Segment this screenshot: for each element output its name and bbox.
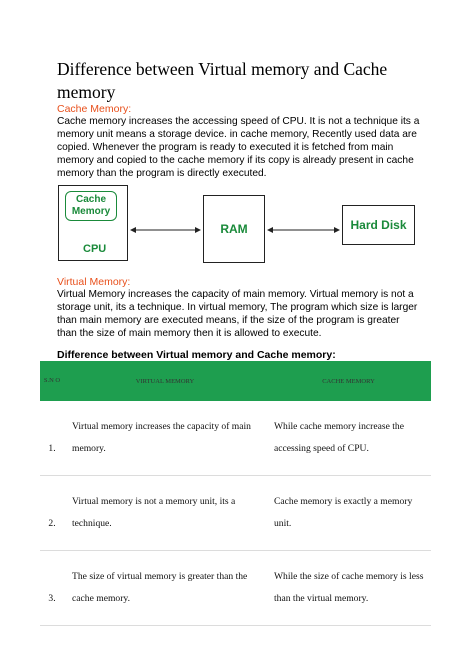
virtual-memory-heading: Virtual Memory: xyxy=(57,276,131,288)
virtual-memory-cell: Virtual memory is not a memory unit, its a technique. xyxy=(64,476,266,551)
page-title: Difference between Virtual memory and Cache memory xyxy=(57,59,388,102)
virtual-memory-cell: Virtual memory increases the capacity of main memory. xyxy=(64,401,266,476)
hard-disk-box: Hard Disk xyxy=(342,205,415,245)
row-number: 1. xyxy=(40,401,64,476)
header-virtual-memory: VIRTUAL MEMORY xyxy=(64,361,266,401)
memory-diagram xyxy=(57,183,427,263)
table-row xyxy=(40,476,431,551)
table-row xyxy=(40,551,431,626)
row-number: 2. xyxy=(40,476,64,551)
cache-memory-heading: Cache Memory: xyxy=(57,103,132,115)
virtual-memory-section xyxy=(57,276,422,340)
cache-memory-box: Cache Memory xyxy=(65,191,117,221)
header-sno: S.N O xyxy=(40,361,64,401)
table-row xyxy=(40,401,431,476)
cache-memory-cell: Cache memory is exactly a memory unit. xyxy=(266,476,431,551)
virtual-memory-cell: The size of virtual memory is greater than the cache memory. xyxy=(64,551,266,626)
cache-memory-cell: While the size of cache memory is less than the virtual memory. xyxy=(266,551,431,626)
row-number: 3. xyxy=(40,551,64,626)
cache-memory-paragraph: Cache memory increases the accessing speed of CPU. It is not a technique its a memory unit means a storage device. in cache memory, Recently used data are copied. Whenever the program is ready to executed it is fetched from main memory and copied to the cache memory if its copy is already present in cache memory than the program is directly executed. xyxy=(57,116,420,179)
table-header-row xyxy=(40,361,431,401)
virtual-memory-paragraph: Virtual Memory increases the capacity of main memory. Virtual memory is not a storage unit, its a technique. In virtual memory, The program which size is larger than main memory are executed means, if the size of the program is greater than the size of main memory then it is allowed to execute. xyxy=(57,289,418,339)
cache-memory-cell: While cache memory increase the accessing speed of CPU. xyxy=(266,401,431,476)
table-heading: Difference between Virtual memory and Cache memory: xyxy=(57,349,336,361)
comparison-table xyxy=(40,361,431,626)
cpu-label: CPU xyxy=(83,243,107,255)
cache-memory-section xyxy=(57,103,422,180)
ram-box: RAM xyxy=(203,195,265,263)
header-cache-memory: CACHE MEMORY xyxy=(266,361,431,401)
